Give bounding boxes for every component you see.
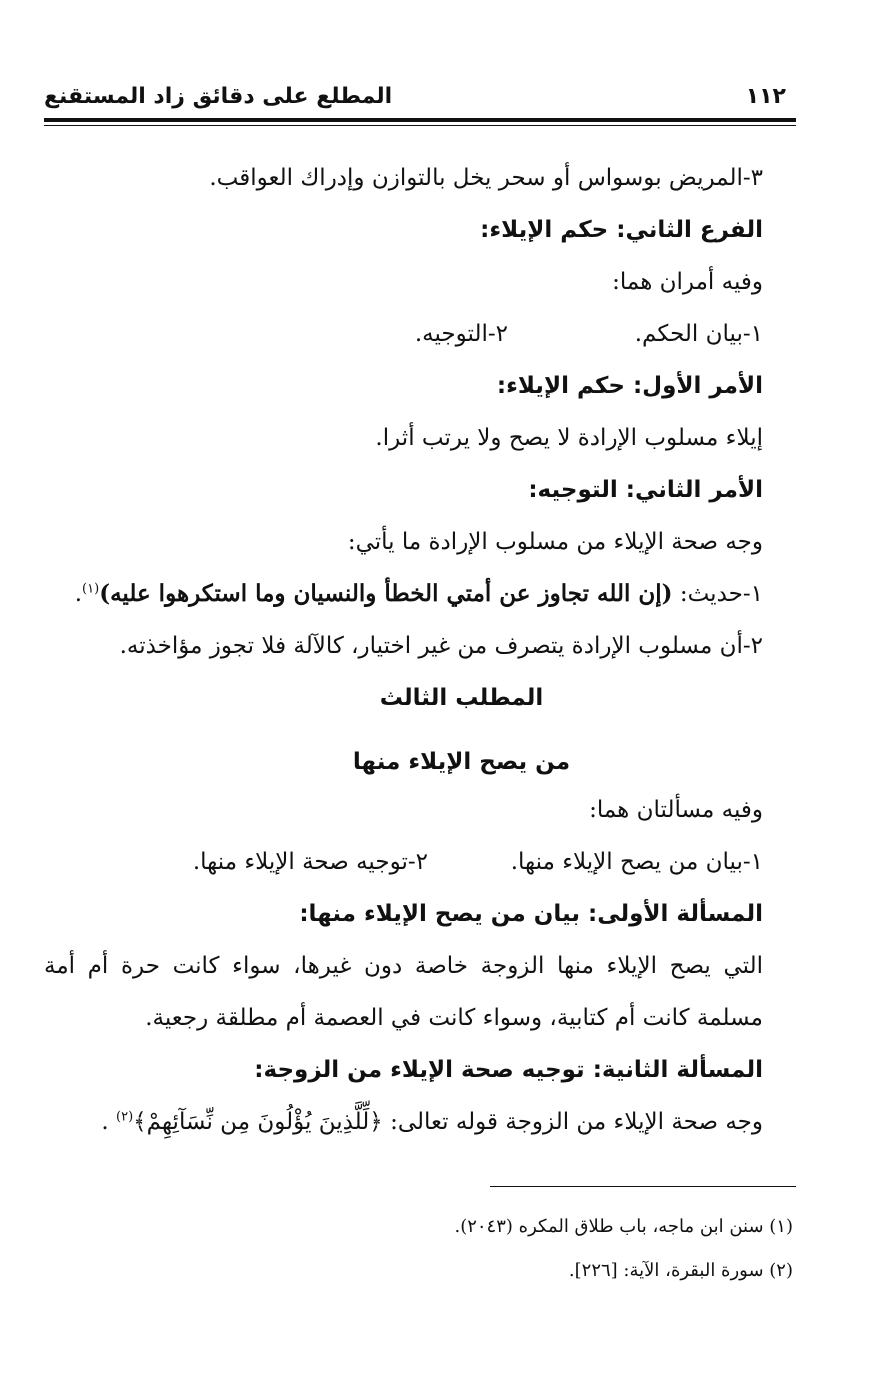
book-title: المطلع على دقائق زاد المستقنع bbox=[44, 84, 393, 109]
quran-verse: ﴿لِّلَّذِينَ يُؤْلُونَ مِن نِّسَآئِهِمْ﴾ bbox=[133, 1109, 383, 1135]
footnote-ref: (١) bbox=[82, 581, 100, 597]
text-line: وفيه مسألتان هما: bbox=[589, 797, 763, 823]
heading-second-matter: الأمر الثاني: التوجيه: bbox=[528, 477, 763, 503]
text-line: وفيه أمران هما: bbox=[612, 269, 763, 295]
heading-issue-two: المسألة الثانية: توجيه صحة الإيلاء من الزوجة: bbox=[254, 1057, 763, 1083]
hadith-prefix: ١-حديث: bbox=[672, 581, 763, 607]
section-title: المطلب الثالث bbox=[379, 685, 544, 711]
heading-issue-one: المسألة الأولى: بيان من يصح الإيلاء منها: bbox=[299, 901, 763, 927]
heading-first-matter: الأمر الأول: حكم الإيلاء: bbox=[496, 373, 763, 399]
paragraph: التي يصح الإيلاء منها الزوجة خاصة دون غيرها، سواء كانت حرة أم أمة مسلمة كانت أم كتابية، وسواء كانت في العصمة أم مطلقة رجعية. bbox=[44, 953, 763, 1031]
page-header bbox=[44, 82, 796, 116]
hadith-quote: (إن الله تجاوز عن أمتي الخطأ والنسيان وما استكرهوا عليه) bbox=[99, 580, 673, 607]
list-item: ١-بيان من يصح الإيلاء منها. bbox=[510, 849, 763, 875]
list-item: ١-بيان الحكم. bbox=[634, 321, 763, 347]
text-line: وجه صحة الإيلاء من مسلوب الإرادة ما يأتي: bbox=[347, 529, 763, 555]
text-line: إيلاء مسلوب الإرادة لا يصح ولا يرتب أثرا. bbox=[375, 425, 763, 451]
footnote: (١) سنن ابن ماجه، باب طلاق المكره (٢٠٤٣). bbox=[454, 1216, 793, 1237]
verse-line bbox=[44, 1096, 763, 1148]
section-subtitle: من يصح الإيلاء منها bbox=[352, 749, 571, 775]
list-row bbox=[44, 308, 763, 360]
text-line: ٣-المريض بوسواس أو سحر يخل بالتوازن وإدراك العواقب. bbox=[209, 165, 763, 191]
page-number: ١١٢ bbox=[745, 84, 786, 109]
list-item: ٢-التوجيه. bbox=[414, 321, 508, 347]
header-rule-thick bbox=[44, 118, 796, 122]
footnote-divider bbox=[490, 1186, 796, 1187]
header-rule-thin bbox=[44, 125, 796, 126]
heading-branch-two: الفرع الثاني: حكم الإيلاء: bbox=[480, 217, 763, 243]
list-item: ٢-توجيه صحة الإيلاء منها. bbox=[192, 849, 428, 875]
text-line: ٢-أن مسلوب الإرادة يتصرف من غير اختيار، كالآلة فلا تجوز مؤاخذته. bbox=[119, 633, 763, 659]
verse-end: . bbox=[101, 1109, 117, 1135]
verse-prefix: وجه صحة الإيلاء من الزوجة قوله تعالى: bbox=[382, 1109, 763, 1135]
footnotes bbox=[44, 1205, 793, 1293]
footnote-ref: (٢) bbox=[116, 1109, 134, 1125]
footnote: (٢) سورة البقرة، الآية: [٢٢٦]. bbox=[568, 1260, 793, 1281]
hadith-line bbox=[44, 568, 763, 620]
hadith-end: . bbox=[74, 581, 83, 607]
body-text bbox=[44, 152, 763, 1148]
list-row bbox=[44, 836, 763, 888]
